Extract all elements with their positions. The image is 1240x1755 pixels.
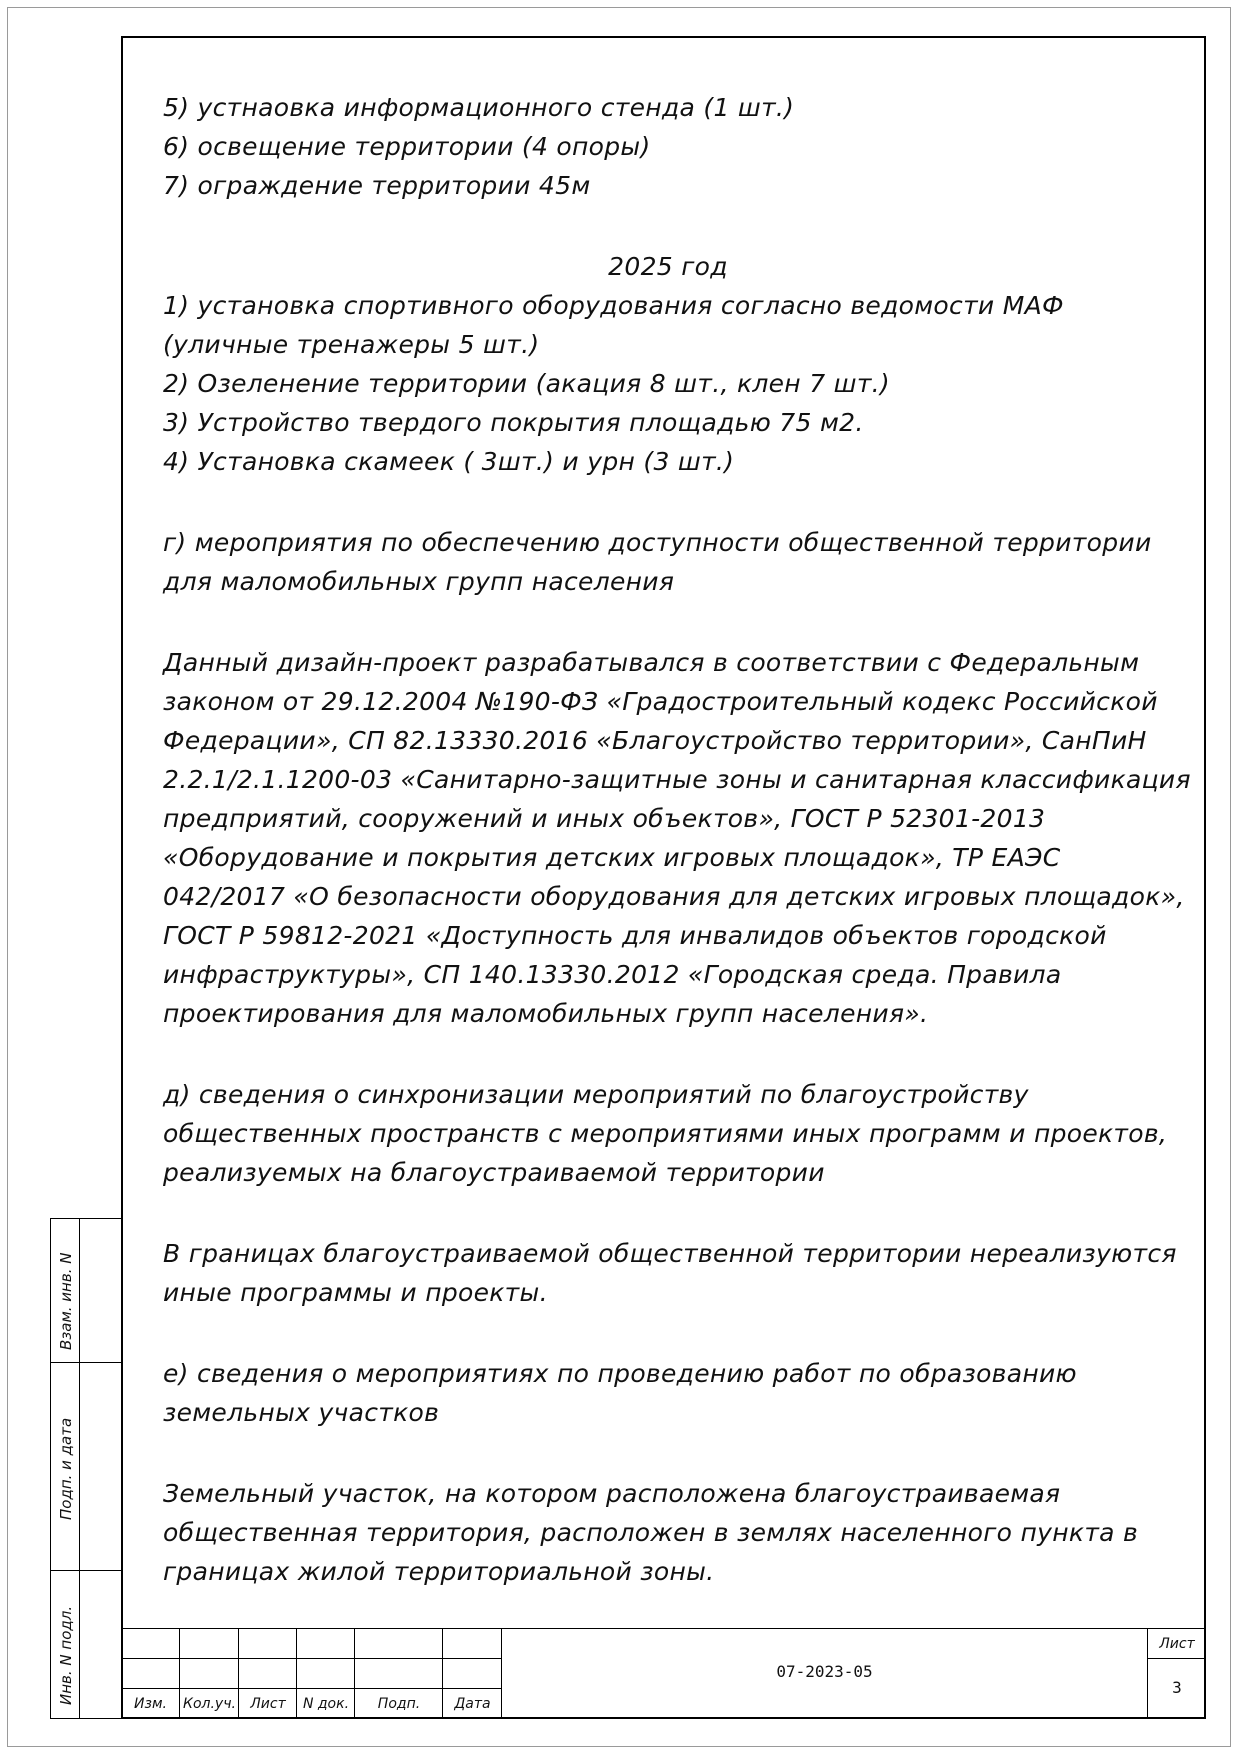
section-heading: д) сведения о синхронизации мероприятий по благоустройству: [163, 1080, 1029, 1109]
body-line: проектирования для маломобильных групп населения».: [163, 999, 929, 1028]
document-body: [163, 88, 1191, 1591]
body-line: «Оборудование и покрытия детских игровых площадок», ТР ЕАЭС: [163, 843, 1061, 872]
body-line: предприятий, сооружений и иных объектов», ГОСТ Р 52301-2013: [163, 804, 1046, 833]
body-line: границах жилой территориальной зоны.: [163, 1557, 715, 1586]
body-line: В границах благоустраиваемой общественной территории нереализуются: [163, 1239, 1177, 1268]
kol-uch-label: Кол.уч.: [183, 1696, 236, 1712]
body-line: 5) устнаовка информационного стенда (1 шт.): [163, 93, 795, 122]
section-heading: е) сведения о мероприятиях по проведению работ по образованию: [163, 1359, 1077, 1388]
body-line: Данный дизайн-проект разрабатывался в соответствии с Федеральным: [163, 648, 1140, 677]
data-label: Дата: [454, 1696, 491, 1712]
sheet-label: Лист: [1159, 1636, 1195, 1652]
body-line: инфраструктуры», СП 140.13330.2012 «Городская среда. Правила: [163, 960, 1062, 989]
sheet-number: 3: [1172, 1678, 1182, 1697]
vzam-inv-label: Взам. инв. N: [57, 1252, 75, 1350]
body-line: Земельный участок, на котором расположена благоустраиваемая: [163, 1479, 1061, 1508]
body-line: 7) ограждение территории 45м: [163, 171, 591, 200]
body-line: 1) установка спортивного оборудования согласно ведомости МАФ: [163, 291, 1064, 320]
list-label: Лист: [250, 1696, 286, 1712]
section-heading: реализуемых на благоустраиваемой территории: [163, 1158, 825, 1187]
section-heading: для маломобильных групп населения: [163, 567, 675, 596]
body-line: 6) освещение территории (4 опоры): [163, 132, 651, 161]
side-stamp-divider: [79, 1218, 80, 1719]
body-line: иные программы и проекты.: [163, 1278, 548, 1307]
body-line: 4) Установка скамеек ( 3шт.) и урн (3 шт.): [163, 447, 735, 476]
body-line: 3) Устройство твердого покрытия площадью 75 м2.: [163, 408, 864, 437]
body-line: 042/2017 «О безопасности оборудования для детских игровых площадок»,: [163, 882, 1185, 911]
inv-podl-label: Инв. N подл.: [57, 1605, 75, 1705]
side-stamp-rule: [50, 1570, 123, 1571]
body-line: Федерации», СП 82.13330.2016 «Благоустройство территории», СанПиН: [163, 726, 1147, 755]
paragraph-gap: [163, 1312, 1173, 1354]
paragraph-gap: [163, 481, 1173, 523]
n-dok-label: N док.: [302, 1696, 350, 1712]
side-stamp-rule: [50, 1362, 123, 1363]
body-line: (уличные тренажеры 5 шт.): [163, 330, 540, 359]
body-line: 2.2.1/2.1.1200-03 «Санитарно-защитные зоны и санитарная классификация: [163, 765, 1191, 794]
sheet-cell-rule: [1148, 1658, 1206, 1659]
paragraph-gap: [163, 1033, 1173, 1075]
paragraph-gap: [163, 601, 1173, 643]
section-heading: земельных участков: [163, 1398, 440, 1427]
podp-data-label: Подп. и дата: [57, 1417, 75, 1520]
document-code: 07-2023-05: [776, 1662, 873, 1681]
paragraph-gap: [163, 205, 1173, 247]
body-line: ГОСТ Р 59812-2021 «Доступность для инвалидов объектов городской: [163, 921, 1107, 950]
izm-label: Изм.: [134, 1696, 167, 1712]
section-heading: общественных пространств с мероприятиями иных программ и проектов,: [163, 1119, 1168, 1148]
year-heading: 2025 год: [608, 252, 728, 281]
podp-label: Подп.: [377, 1696, 421, 1712]
paragraph-gap: [163, 1432, 1173, 1474]
paragraph-gap: [163, 1192, 1173, 1234]
body-line: 2) Озеленение территории (акация 8 шт., клен 7 шт.): [163, 369, 890, 398]
body-line: законом от 29.12.2004 №190-ФЗ «Градостроительный кодекс Российской: [163, 687, 1158, 716]
body-line: общественная территория, расположен в землях населенного пункта в: [163, 1518, 1139, 1547]
section-heading: г) мероприятия по обеспечению доступности общественной территории: [163, 528, 1152, 557]
